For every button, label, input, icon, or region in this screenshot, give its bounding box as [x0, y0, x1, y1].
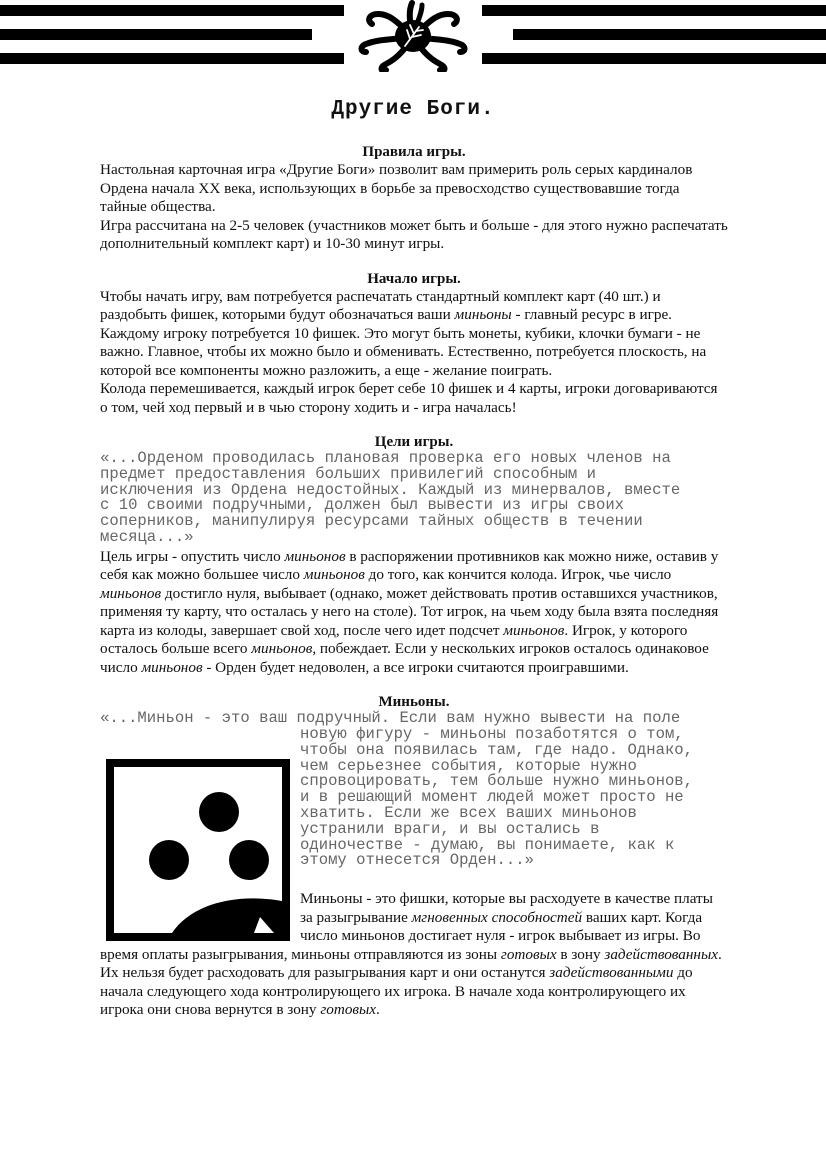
section-heading-start: Начало игры.: [367, 270, 461, 287]
paragraph: Миньоны - это фишки, которые вы расходуете в качестве платы за разыгрывание мгновенных способностей ваших карт. Когда число миньонов достигает нуля - игрок выбывает из игры. Во время оплаты разыгрывания, миньоны отправляются из зоны готовых в зону задействованных. Их нельзя будет расходовать для разыгрывания карт и они останутся задействованными до начала следующего хода контролирующего их игрока. В начале хода контролирующего их игрока они снова вернутся в зону готовых.: [100, 890, 722, 1019]
banner-stripe: [513, 29, 826, 40]
document-body: [100, 143, 728, 1020]
document-title: Другие Боги.: [331, 98, 495, 121]
banner-stripe: [0, 5, 344, 16]
banner-stripe: [0, 53, 344, 64]
banner-stripe: [0, 29, 312, 40]
section-heading-minions: Миньоны.: [378, 694, 450, 711]
paragraph: Игра рассчитана на 2-5 человек (участников может быть и больше - для этого нужно распечатать дополнительный комплект карт) и 10-30 минут игры.: [100, 216, 728, 252]
paragraph: Настольная карточная игра «Другие Боги» позволит вам примерить роль серых кардиналов Ордена начала XX века, использующих в борьбе за превосходство существовавшие тогда тайные общества.: [100, 161, 693, 215]
lore-quote: новую фигуру - миньоны позаботятся о том, чтобы она появилась там, где надо. Однако, чем серьезнее события, которые нужно спровоцировать, тем больше нужно миньонов, и в решающий момент людей может просто не хватить. Если же всех ваших миньонов устранили враги, и вы остались в одиночестве - думаю, вы понимаете, как к этому отнесется Орден...»: [300, 725, 694, 870]
section-heading-goals: Цели игры.: [374, 434, 454, 450]
lore-quote-first-line: «...Миньон - это ваш подручный. Если вам нужно вывести на поле: [100, 709, 681, 728]
banner-stripe: [482, 5, 826, 16]
paragraph: Цель игры - опустить число миньонов в распоряжении противников как можно ниже, оставив у себя как можно большее число миньонов до того, как кончится колода. Игрок, чье число миньонов достигло нуля, выбывает (однако, может действовать против оставшихся участников, применяя ту карту, что осталась у него на столе). Тот игрок, на чьем ходу была взята последняя карта из колоды, завершает свой ход, после чего идет подсчет миньонов. Игрок, у которого осталось больше всего миньонов, побеждает. Если у нескольких игроков осталось одинаковое число миньонов - Орден будет недоволен, а все игроки считаются проигравшими.: [100, 547, 719, 676]
lore-quote: «...Орденом проводилась плановая проверка его новых членов на предмет предоставления больших привилегий способным и исключения из Ордена недостойных. Каждый из минервалов, вместе с 10 своими подручными, должен был вывести из игры своих соперников, манипулируя ресурсами тайных обществ в течении месяца...»: [100, 449, 681, 546]
section-heading-rules: Правила игры.: [362, 144, 466, 160]
paragraph: Чтобы начать игру, вам потребуется распечатать стандартный комплект карт (40 шт.) и раздобыть фишек, которыми будут обозначаться ваши миньоны - главный ресурс в игре. Каждому игроку потребуется 10 фишек. Это могут быть монеты, кубики, клочки бумаги - не важно. Главное, чтобы их можно было и обменивать. Естественно, потребуется плоскость, на которой все компоненты можно разложить, а еще - желание поиграть.: [100, 287, 707, 379]
paragraph: Колода перемешивается, каждый игрок берет себе 10 фишек и 4 карты, игроки договариваются о том, чей ход первый и в чью сторону ходить и - игра началась!: [100, 380, 718, 416]
header-banner: [0, 0, 826, 80]
banner-stripe: [482, 53, 826, 64]
tentacle-sun-emblem-icon: [352, 0, 474, 72]
minion-card-icon: [100, 731, 300, 941]
